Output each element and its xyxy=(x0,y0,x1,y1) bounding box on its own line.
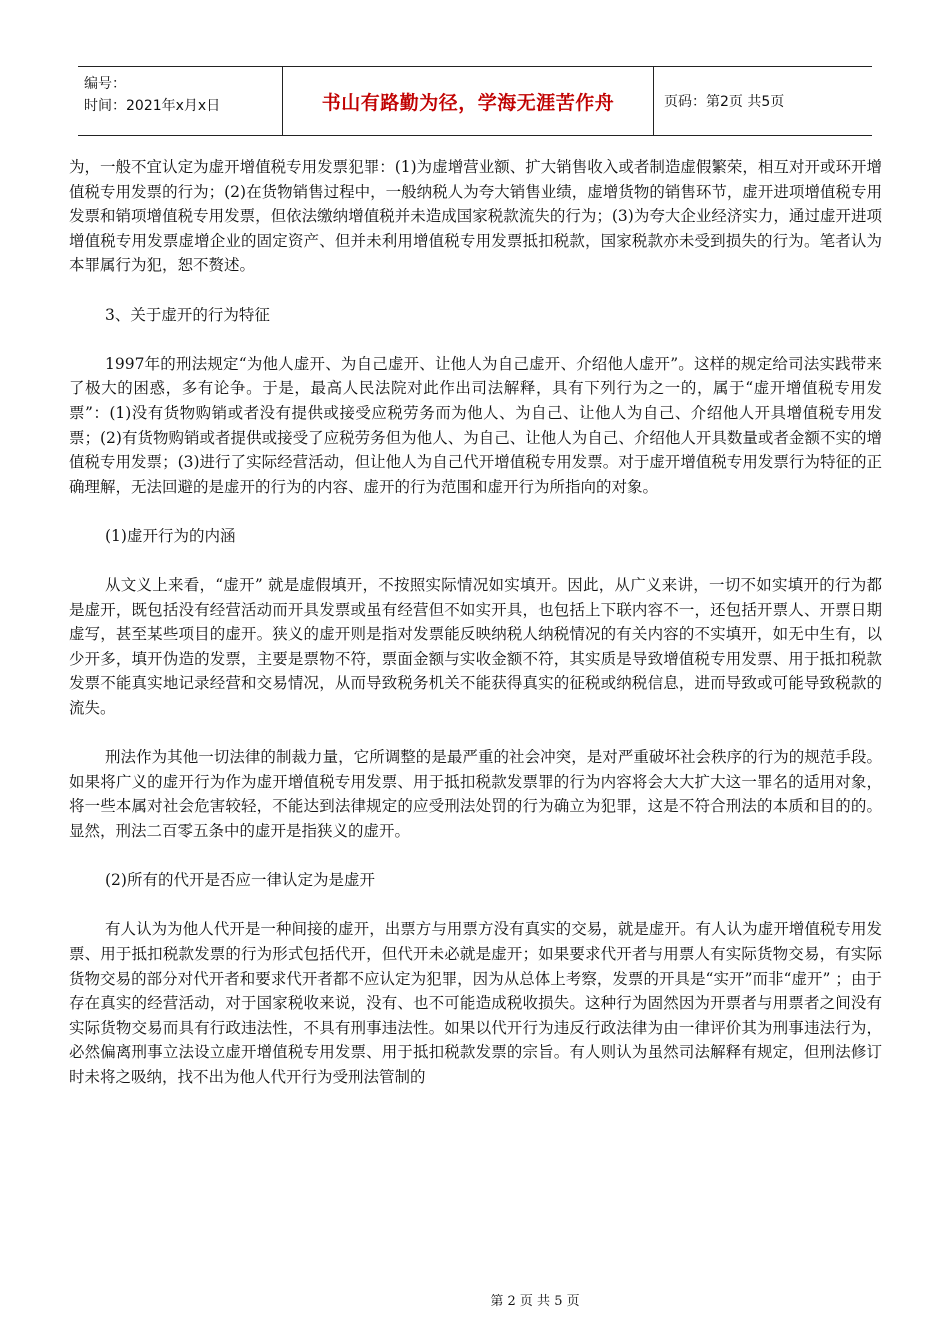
document-time-label: 时间：2021年x月x日 xyxy=(84,98,221,114)
paragraph: 1997年的刑法规定“为他人虚开、为自己虚开、让他人为自己虚开、介绍他人虚开”。这样的规定给司法实践带来了极大的困惑，多有论争。于是，最高人民法院对此作出司法解释，具有下列行为之一的，属于“虚开增值税专用发票”：(1)没有货物购销或者没有提供或接受应税劳务而为他人、为自己、让他人为自己、介绍他人开具增值税专用发票；(2)有货物购销或者提供或接受了应税劳务但为他人、为自己、让他人为自己、介绍他人开具数量或者金额不实的增值税专用发票；(3)进行了实际经营活动，但让他人为自己代开增值税专用发票。对于虚开增值税专用发票行为特征的正确理解，无法回避的是虚开的行为的内容、虚开的行为范围和虚开行为所指向的对象。 xyxy=(69,354,882,496)
page-header xyxy=(78,66,872,136)
document-body xyxy=(69,155,882,1090)
subsection-heading-1: (1)虚开行为的内涵 xyxy=(105,526,236,545)
section-heading-3: 3、关于虚开的行为特征 xyxy=(105,305,270,324)
paragraph: 有人认为为他人代开是一种间接的虚开，出票方与用票方没有真实的交易，就是虚开。有人认为虚开增值税专用发票、用于抵扣税款发票的行为形式包括代开，但代开未必就是虚开；如果要求代开者与用票人有实际货物交易，有实际货物交易的部分对代开者和要求代开者都不应认定为犯罪，因为从总体上考察，发票的开具是“实开”而非“虚开” ；由于存在真实的经营活动，对于国家税收来说，没有、也不可能造成税收损失。这种行为固然因为开票者与用票者之间没有实际货物交易而具有行政违法性，不具有刑事违法性。如果以代开行为违反行政法律为由一律评价其为刑事违法行为，必然偏离刑事立法设立虚开增值税专用发票、用于抵扣税款发票的宗旨。有人则认为虽然司法解释有规定，但刑法修订时未将之吸纳，找不出为他人代开行为受刑法管制的 xyxy=(69,920,882,1086)
paragraph: 刑法作为其他一切法律的制裁力量，它所调整的是最严重的社会冲突，是对严重破坏社会秩序的行为的规范手段。如果将广义的虚开行为作为虚开增值税专用发票、用于抵扣税款发票罪的行为内容将会大大扩大这一罪名的适用对象，将一些本属对社会危害较轻，不能达到法律规定的应受刑法处罚的行为确立为犯罪，这是不符合刑法的本质和目的的。显然，刑法二百零五条中的虚开是指狭义的虚开。 xyxy=(69,748,882,841)
document-number-label: 编号： xyxy=(84,76,126,92)
header-page-number: 页码：第2页 共5页 xyxy=(664,94,785,110)
paragraph-continuation: 为，一般不宜认定为虚开增值税专用发票犯罪：(1)为虚增营业额、扩大销售收入或者制造虚假繁荣，相互对开或环开增值税专用发票的行为；(2)在货物销售过程中，一般纳税人为夸大销售业绩，虚增货物的销售环节，虚开进项增值税专用发票和销项增值税专用发票，但依法缴纳增值税并未造成国家税款流失的行为；(3)为夸大企业经济实力，通过虚开进项增值税专用发票虚增企业的固定资产、但并未利用增值税专用发票抵扣税款，国家税款亦未受到损失的行为。笔者认为本罪属行为犯，恕不赘述。 xyxy=(69,158,882,275)
header-motto: 书山有路勤为径，学海无涯苦作舟 xyxy=(283,67,654,135)
page-footer: 第 2 页 共 5 页 xyxy=(490,1294,580,1309)
subsection-heading-2: (2)所有的代开是否应一律认定为是虚开 xyxy=(105,871,375,890)
paragraph: 从文义上来看，“虚开” 就是虚假填开，不按照实际情况如实填开。因此，从广义来讲，一切不如实填开的行为都是虚开，既包括没有经营活动而开具发票或虽有经营但不如实开具，也包括上下联内容不一，还包括开票人、开票日期虚写，甚至某些项目的虚开。狭义的虚开则是指对发票能反映纳税人纳税情况的有关内容的不实填开，如无中生有，以少开多，填开伪造的发票，主要是票物不符，票面金额与实收金额不符，其实质是导致增值税专用发票、用于抵扣税款发票不能真实地记录经营和交易情况，从而导致税务机关不能获得真实的征税或纳税信息，进而导致或可能导致税款的流失。 xyxy=(69,576,882,718)
header-meta xyxy=(78,67,283,135)
